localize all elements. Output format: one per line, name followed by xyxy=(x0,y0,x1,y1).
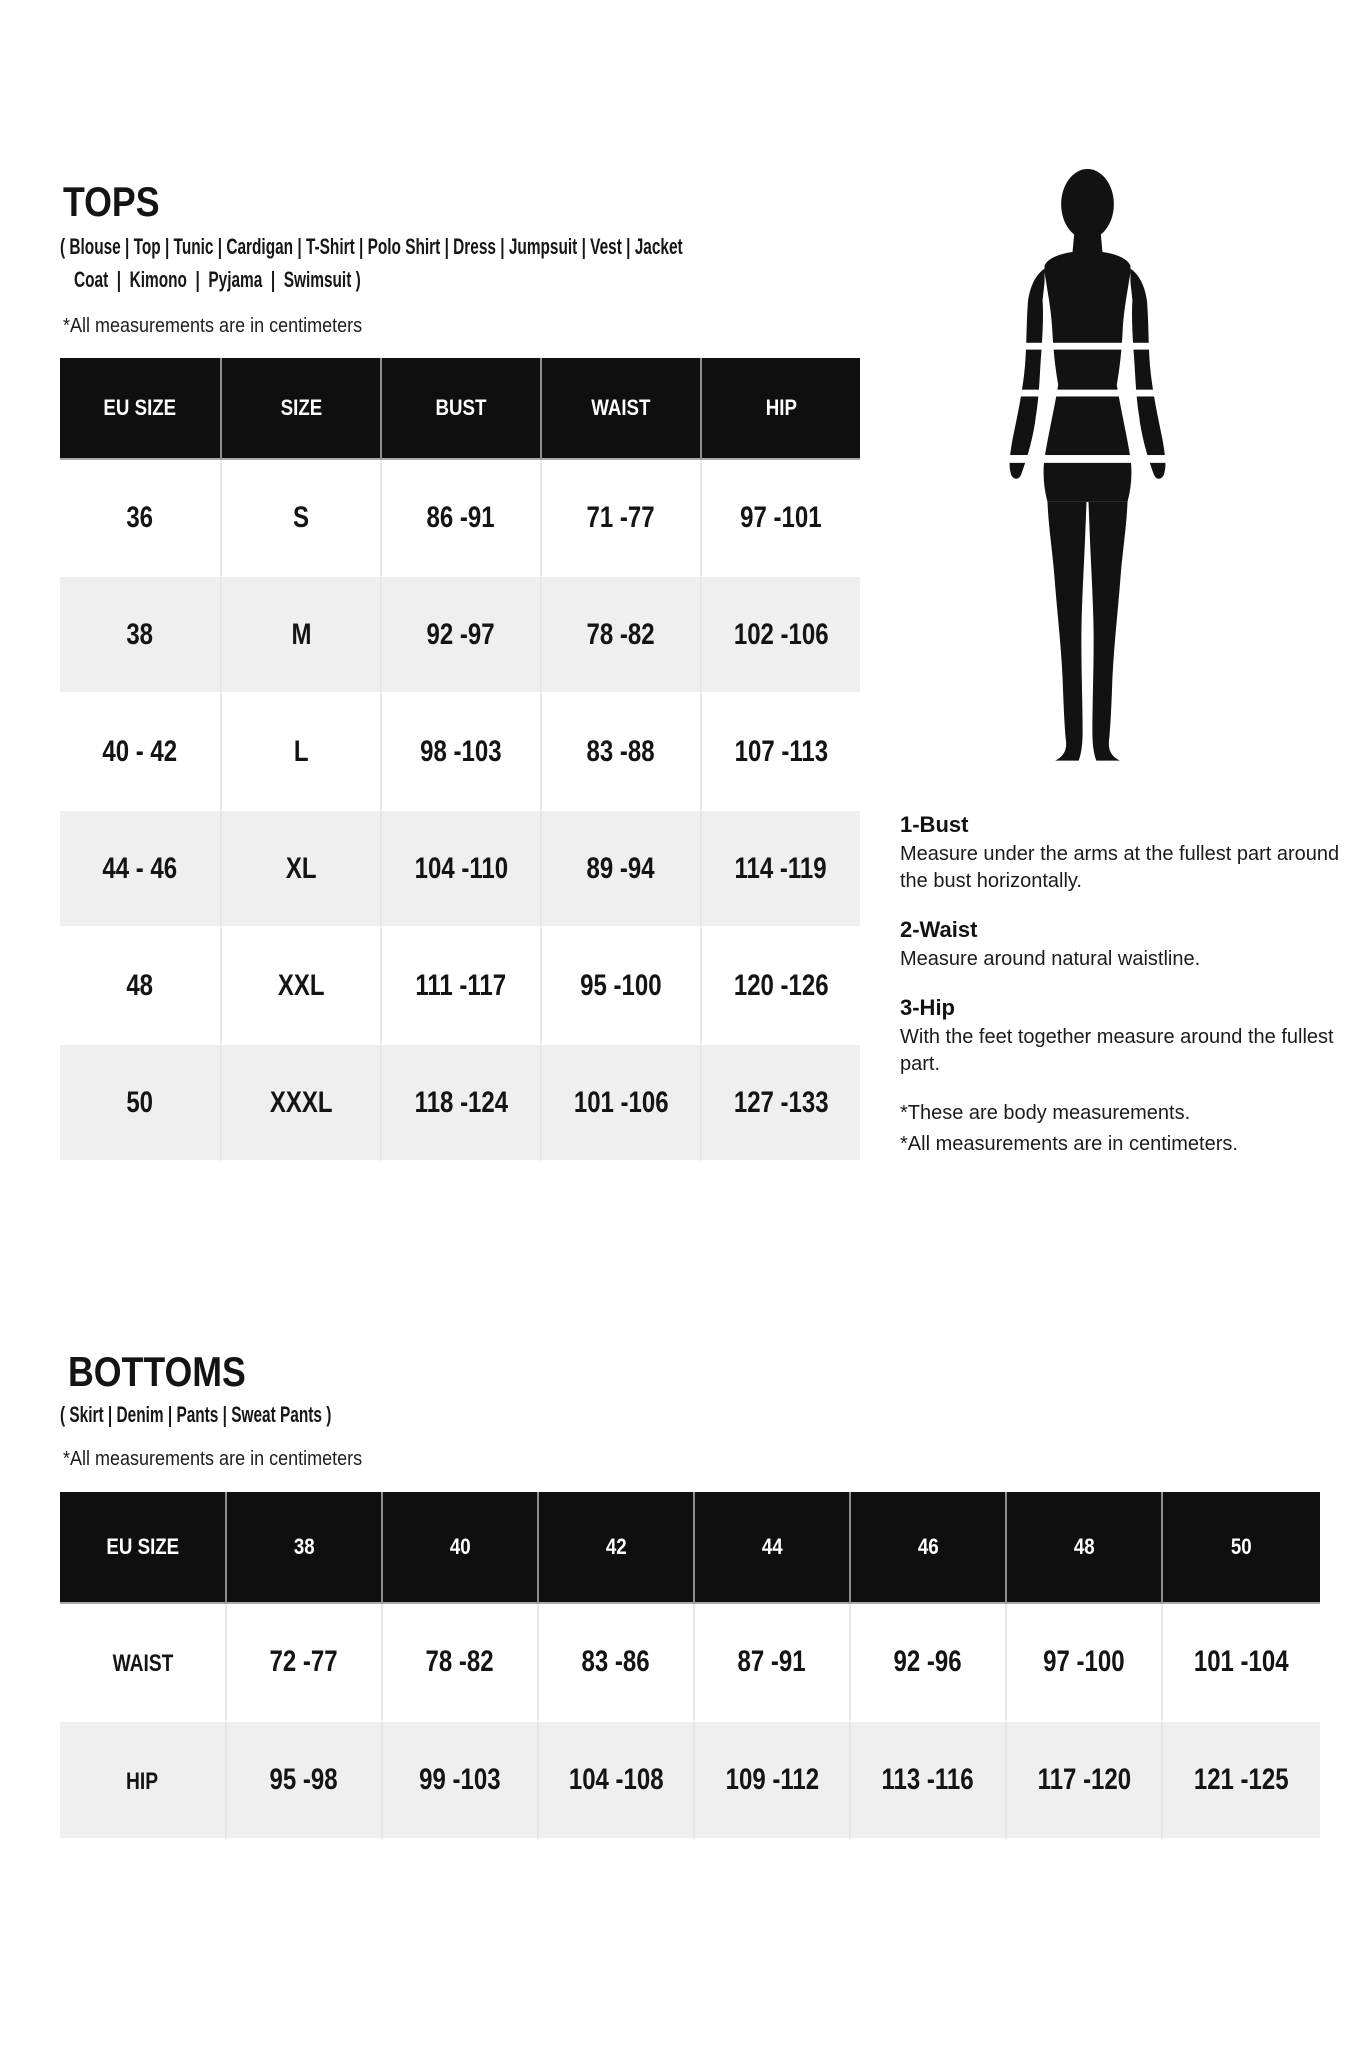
bottoms-header-row xyxy=(60,1492,1320,1604)
table-row xyxy=(60,928,860,1045)
table-cell: 111 -117 xyxy=(380,928,540,1045)
column-header-waist: WAIST xyxy=(540,358,700,460)
table-cell: 83 -88 xyxy=(540,694,700,811)
column-header-eu-size: EU SIZE xyxy=(60,358,220,460)
column-header-38: 38 xyxy=(225,1492,381,1604)
guide-bust-text: Measure under the arms at the fullest part around the bust horizontally. xyxy=(900,843,1340,892)
table-cell: 87 -91 xyxy=(693,1604,849,1722)
bust-measure-line xyxy=(1005,343,1171,350)
table-cell: 72 -77 xyxy=(225,1604,381,1722)
table-cell: 118 -124 xyxy=(380,1045,540,1162)
table-row xyxy=(60,460,860,577)
table-cell: 95 -98 xyxy=(225,1722,381,1840)
guide-footnote-centimeters: *All measurements are in centimeters. xyxy=(900,1133,1238,1155)
table-cell: 117 -120 xyxy=(1005,1722,1161,1840)
table-cell: 44 - 46 xyxy=(60,811,220,928)
table-cell: 107 -113 xyxy=(700,694,860,811)
table-cell: L xyxy=(220,694,380,811)
tops-measurement-note: *All measurements are in centimeters xyxy=(63,315,363,337)
bottoms-measurement-note: *All measurements are in centimeters xyxy=(63,1448,363,1470)
bottoms-section-title: BOTTOMS xyxy=(68,1348,246,1395)
hip-measure-line xyxy=(1005,455,1171,463)
table-cell: 92 -96 xyxy=(849,1604,1005,1722)
tops-section-title: TOPS xyxy=(63,178,160,225)
guide-hip-text: With the feet together measure around the fullest part. xyxy=(900,1026,1334,1075)
column-header-bust: BUST xyxy=(380,358,540,460)
table-cell: 97 -100 xyxy=(1005,1604,1161,1722)
guide-footnote-body-measurements: *These are body measurements. xyxy=(900,1102,1191,1124)
table-row xyxy=(60,577,860,694)
table-cell: M xyxy=(220,577,380,694)
table-cell: 36 xyxy=(60,460,220,577)
tops-size-table xyxy=(60,358,860,1162)
table-row xyxy=(60,694,860,811)
guide-bust-title: 1-Bust xyxy=(900,812,969,837)
table-cell: 83 -86 xyxy=(537,1604,693,1722)
column-header-48: 48 xyxy=(1005,1492,1161,1604)
waist-measure-line xyxy=(1005,390,1171,397)
table-cell: 120 -126 xyxy=(700,928,860,1045)
column-header-40: 40 xyxy=(381,1492,537,1604)
table-cell: 121 -125 xyxy=(1161,1722,1320,1840)
table-cell: 92 -97 xyxy=(380,577,540,694)
table-cell: 48 xyxy=(60,928,220,1045)
column-header-size: SIZE xyxy=(220,358,380,460)
table-cell: 86 -91 xyxy=(380,460,540,577)
column-header-50: 50 xyxy=(1161,1492,1320,1604)
table-cell: XXXL xyxy=(220,1045,380,1162)
bottoms-garment-list: ( Skirt | Denim | Pants | Sweat Pants ) xyxy=(60,1402,332,1427)
row-label-hip: HIP xyxy=(60,1722,225,1840)
table-cell: 89 -94 xyxy=(540,811,700,928)
table-cell: XL xyxy=(220,811,380,928)
table-cell: 38 xyxy=(60,577,220,694)
table-cell: 127 -133 xyxy=(700,1045,860,1162)
table-cell: XXL xyxy=(220,928,380,1045)
table-cell: 99 -103 xyxy=(381,1722,537,1840)
female-body-figure xyxy=(985,165,1190,790)
column-header-44: 44 xyxy=(693,1492,849,1604)
table-cell: 101 -104 xyxy=(1161,1604,1320,1722)
table-cell: 95 -100 xyxy=(540,928,700,1045)
table-cell: 113 -116 xyxy=(849,1722,1005,1840)
table-cell: 109 -112 xyxy=(693,1722,849,1840)
guide-waist-title: 2-Waist xyxy=(900,917,978,942)
bottoms-size-table xyxy=(60,1492,1320,1840)
table-cell: 102 -106 xyxy=(700,577,860,694)
table-row xyxy=(60,811,860,928)
table-cell: 78 -82 xyxy=(381,1604,537,1722)
table-row xyxy=(60,1045,860,1162)
column-header-42: 42 xyxy=(537,1492,693,1604)
waist-row xyxy=(60,1604,1320,1722)
column-header-46: 46 xyxy=(849,1492,1005,1604)
measurement-guide xyxy=(900,812,1350,1162)
table-cell: 50 xyxy=(60,1045,220,1162)
table-cell: 78 -82 xyxy=(540,577,700,694)
table-cell: S xyxy=(220,460,380,577)
tops-header-row xyxy=(60,358,860,460)
table-cell: 98 -103 xyxy=(380,694,540,811)
guide-hip-title: 3-Hip xyxy=(900,995,955,1020)
female-body-silhouette-svg xyxy=(985,165,1190,790)
tops-garment-list xyxy=(60,230,950,296)
table-cell: 101 -106 xyxy=(540,1045,700,1162)
tops-garment-list-line2: Coat | Kimono | Pyjama | Swimsuit ) xyxy=(74,267,361,292)
tops-garment-list-line1: ( Blouse | Top | Tunic | Cardigan | T-Shirt | Polo Shirt | Dress | Jumpsuit | Vest | Jacket xyxy=(60,234,683,259)
table-cell: 40 - 42 xyxy=(60,694,220,811)
table-cell: 97 -101 xyxy=(700,460,860,577)
hip-row xyxy=(60,1722,1320,1840)
table-cell: 71 -77 xyxy=(540,460,700,577)
table-cell: 104 -110 xyxy=(380,811,540,928)
column-header-eu-size: EU SIZE xyxy=(60,1492,225,1604)
column-header-hip: HIP xyxy=(700,358,860,460)
table-cell: 104 -108 xyxy=(537,1722,693,1840)
guide-waist-text: Measure around natural waistline. xyxy=(900,948,1201,970)
table-cell: 114 -119 xyxy=(700,811,860,928)
row-label-waist: WAIST xyxy=(60,1604,225,1722)
